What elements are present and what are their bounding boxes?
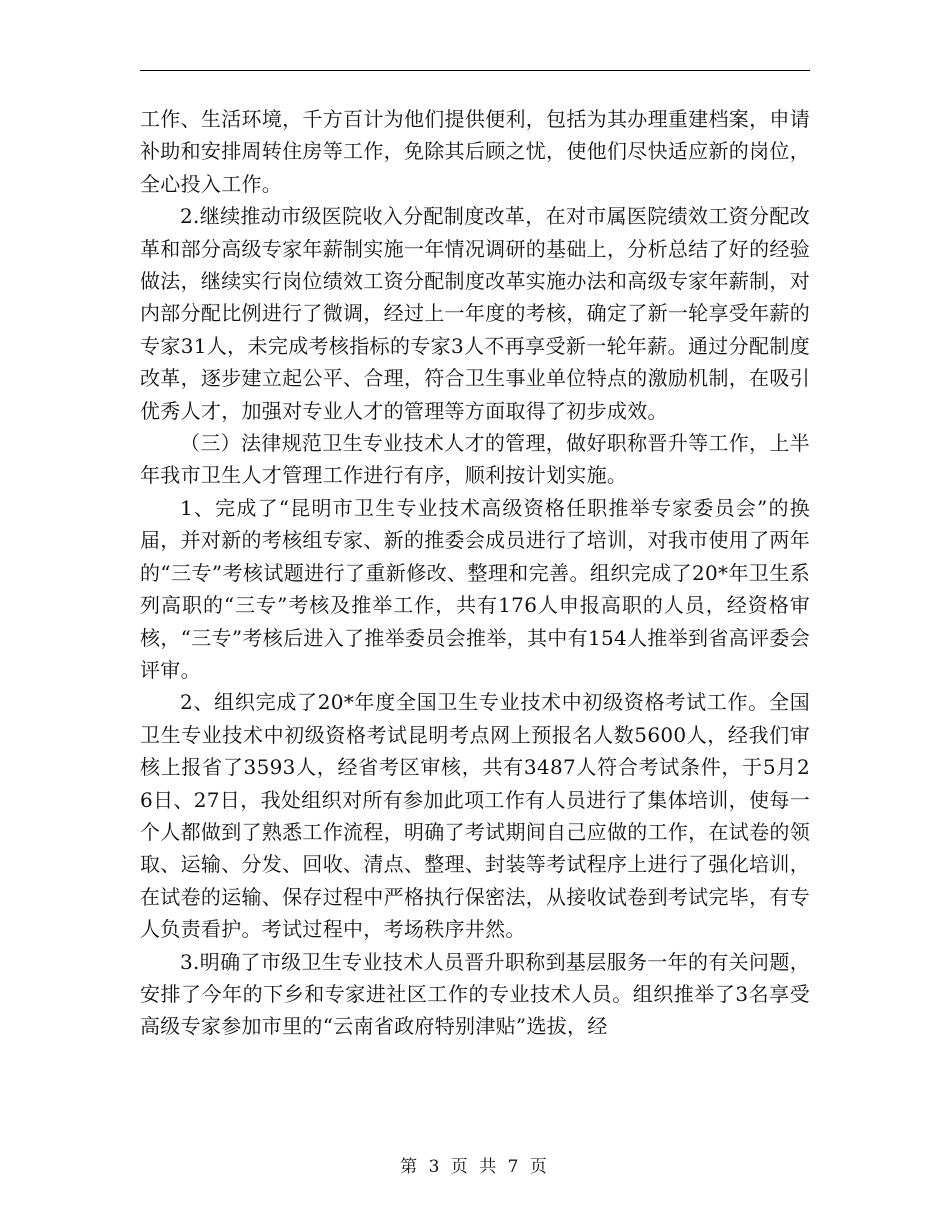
paragraph-4: 1、完成了“昆明市卫生专业技术高级资格任职推举专家委员会”的换届，并对新的考核组专家、新的推委会成员进行了培训，对我市使用了两年的“三专”考核试题进行了重新修改、整理和完善。组织完成了20*年卫生系列高职的“三专”考核及推举工作，共有176人申报高职的人员，经资格审核，“三专”考核后进入了推举委员会推举，其中有154人推举到省高评委会评审。 [140,495,810,682]
paragraph-1: 工作、生活环境，千方百计为他们提供便利，包括为其办理重建档案，申请补助和安排周转住房等工作，免除其后顾之忧，使他们尽快适应新的岗位，全心投入工作。 [140,107,810,196]
paragraph-6: 3.明确了市级卫生专业技术人员晋升职称到基层服务一年的有关问题，安排了今年的下乡和专家进社区工作的专业技术人员。组织推举了3名享受高级专家参加市里的“云南省政府特别津贴”选拔，经 [140,949,810,1039]
paragraph-3: （三）法律规范卫生专业技术人才的管理，做好职称晋升等工作，上半年我市卫生人才管理工作进行有序，顺利按计划实施。 [140,431,810,488]
header-rule [140,70,810,71]
page-footer: 第 3 页 共 7 页 [400,1157,550,1177]
paragraph-5: 2、组织完成了20*年度全国卫生专业技术中初级资格考试工作。全国卫生专业技术中初级资格考试昆明考点网上预报名人数5600人，经我们审核上报省了3593人，经省考区审核，共有3487人符合考试条件，于5月26日、27日，我处组织对所有参加此项工作有人员进行了集体培训，使每一个人都做到了熟悉工作流程，明确了考试期间自己应做的工作，在试卷的领取、运输、分发、回收、清点、整理、封装等考试程序上进行了强化培训，在试卷的运输、保存过程中严格执行保密法，从接收试卷到考试完毕，有专人负责看护。考试过程中，考场秩序井然。 [140,690,810,942]
paragraph-2: 2.继续推动市级医院收入分配制度改革，在对市属医院绩效工资分配改革和部分高级专家年薪制实施一年情况调研的基础上，分析总结了好的经验做法，继续实行岗位绩效工资分配制度改革实施办法和高级专家年薪制，对内部分配比例进行了微调，经过上一年度的考核，确定了新一轮享受年薪的专家31人，未完成考核指标的专家3人不再享受新一轮年薪。通过分配制度改革，逐步建立起公平、合理，符合卫生事业单位特点的激励机制，在吸引优秀人才，加强对专业人才的管理等方面取得了初步成效。 [140,204,810,423]
document-body [140,103,810,1043]
